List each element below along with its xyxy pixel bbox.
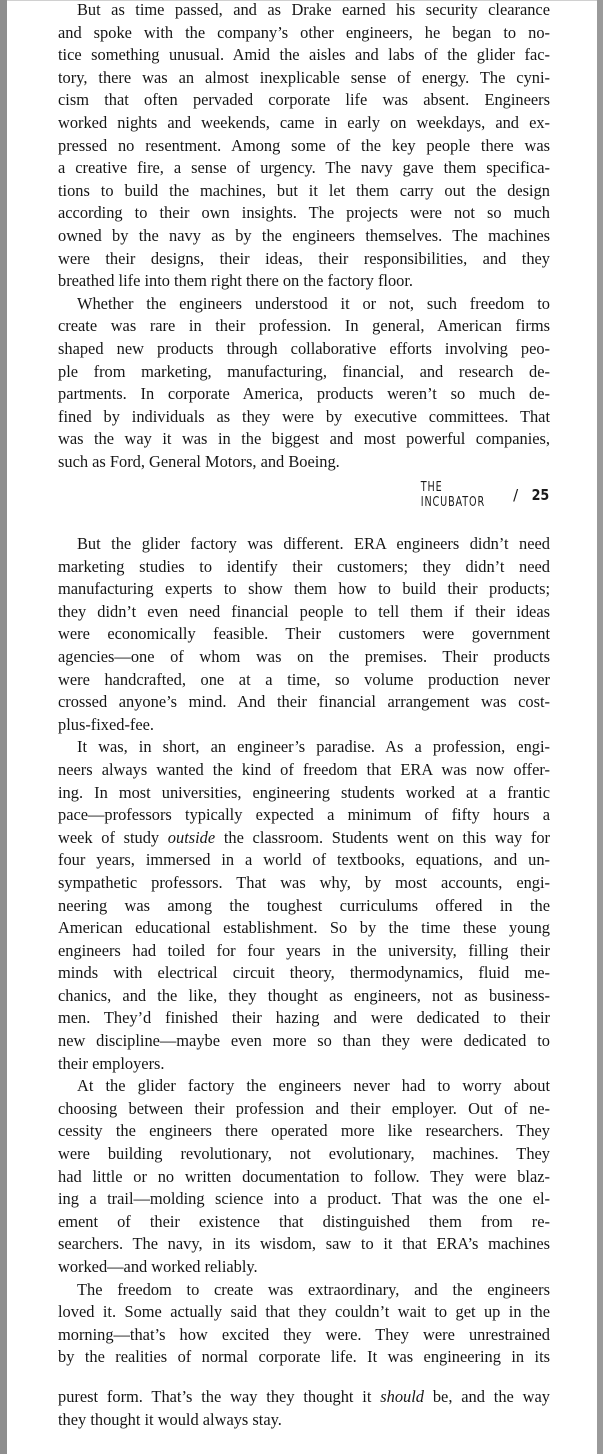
text-line: sympathetic professors. That was why, by most accounts, engi- [58, 872, 550, 892]
text-line: pace—professors typically expected a minimum of fifty hours a [58, 805, 550, 825]
paragraph [58, 736, 550, 1075]
text-line: create was rare in their profession. In general, American firms [58, 316, 550, 336]
text-line: four years, immersed in a world of textbooks, equations, and un- [58, 850, 550, 870]
text-line: breathed life into them right there on the factory floor. [58, 271, 414, 291]
text-line: fined by individuals as they were by executive committees. That [58, 406, 550, 426]
text-line: ing. In most universities, engineering students worked at a frantic [58, 782, 550, 802]
running-head-separator: / [513, 486, 519, 504]
text-line: It was, in short, an engineer’s paradise. As a profession, engi- [77, 737, 550, 757]
paragraph [58, 1075, 550, 1278]
text-line: by the realities of normal corporate life. It was engineering in its [58, 1347, 550, 1367]
text-line: loved it. Some actually said that they couldn’t wait to get up in the [58, 1302, 550, 1322]
text-line: cism that often pervaded corporate life was absent. Engineers [58, 90, 550, 110]
text-line: were their designs, their ideas, their responsibilities, and they [58, 248, 550, 268]
text-line: manufacturing experts to show them how to build their products; [58, 579, 550, 599]
text-line: according to their own insights. The projects were not so much [58, 203, 550, 223]
page-24-text [58, 0, 550, 473]
text-line: had little or no written documentation to follow. They were blaz- [58, 1166, 550, 1186]
text-line: ple from marketing, manufacturing, financial, and research de- [58, 361, 550, 381]
text-line: a creative fire, a sense of urgency. The navy gave them specifica- [58, 158, 550, 178]
text-line: their employers. [58, 1053, 165, 1073]
text-line: shaped new products through collaborative efforts involving peo- [58, 338, 550, 358]
text-line: was the way it was in the biggest and most powerful companies, [58, 429, 550, 449]
text-line: neering was among the toughest curriculums offered in the [58, 895, 550, 915]
text-line: tice something unusual. Amid the aisles and labs of the glider fac- [58, 45, 550, 65]
running-head [388, 480, 551, 510]
text-line: searchers. The navy, in its wisdom, saw to it that ERA’s machines [58, 1234, 550, 1254]
text-line: neers always wanted the kind of freedom that ERA was now offer- [58, 759, 550, 779]
text-line: were building revolutionary, not evolutionary, machines. They [58, 1144, 550, 1164]
text-line: new discipline—maybe even more so than they were dedicated to [58, 1031, 550, 1051]
text-line: such as Ford, General Motors, and Boeing. [58, 451, 340, 471]
text-line: and spoke with the company’s other engineers, he began to no- [58, 22, 550, 42]
page-25-text [58, 533, 550, 1369]
text-line: American educational establishment. So by the time these young [58, 918, 550, 938]
text-line: owned by the navy as by the engineers themselves. The machines [58, 225, 550, 245]
text-line: ement of their existence that distinguished them from re- [58, 1211, 550, 1231]
page-number: 25 [531, 486, 550, 504]
emphasis: should [380, 1387, 424, 1406]
text-line: worked—and worked reliably. [58, 1257, 258, 1276]
text-line: they didn’t even need financial people to tell them if their ideas [58, 601, 550, 621]
text-line: were economically feasible. Their customers were government [58, 624, 550, 644]
paragraph [58, 533, 550, 736]
text-line: But the glider factory was different. ERA engineers didn’t need [77, 534, 550, 553]
text-line: they thought it would always stay. [58, 1409, 282, 1429]
emphasis: outside [167, 827, 216, 847]
page-continuation-text [58, 1386, 550, 1431]
text-line: engineers had toiled for four years in the university, filling their [58, 940, 550, 960]
paragraph [58, 293, 550, 474]
left-page-edge [0, 0, 7, 1454]
running-head-title: THE INCUBATOR [420, 480, 486, 510]
text-line: men. They’d finished their hazing and were dedicated to their [58, 1008, 550, 1028]
text-line: tory, there was an almost inexplicable sense of energy. The cyni- [58, 67, 550, 87]
text-line: worked nights and weekends, came in early on weekdays, and ex- [58, 112, 550, 132]
text-line: pressed no resentment. Among some of the key people there was [58, 135, 550, 155]
text-line: morning—that’s how excited they were. They were unrestrained [58, 1324, 550, 1344]
text-line: chanics, and the like, they thought as engineers, not as business- [58, 985, 550, 1005]
right-page-edge [597, 0, 603, 1454]
text-line: purest form. That’s the way they thought it should be, and the way [58, 1387, 550, 1406]
text-line: ing a trail—molding science into a product. That was the one el- [58, 1189, 550, 1209]
text-line: marketing studies to identify their customers; they didn’t need [58, 556, 550, 576]
paragraph [58, 1279, 550, 1369]
text-line: Whether the engineers understood it or not, such freedom to [77, 293, 550, 313]
text-line: were handcrafted, one at a time, so volume production never [58, 669, 550, 689]
text-line: But as time passed, and as Drake earned his security clearance [77, 0, 550, 19]
text-line: partments. In corporate America, products weren’t so much de- [58, 384, 550, 404]
text-line: week of study outside the classroom. Students went on this way for [58, 827, 550, 847]
text-line: minds with electrical circuit theory, thermodynamics, fluid me- [58, 963, 550, 983]
text-line: agencies—one of whom was on the premises. Their products [58, 646, 550, 666]
text-line: plus-fixed-fee. [58, 714, 155, 734]
text-line: At the glider factory the engineers never had to worry about [77, 1076, 550, 1096]
text-line: cessity the engineers there operated more like researchers. They [58, 1121, 550, 1141]
text-line: tions to build the machines, but it let them carry out the design [58, 180, 550, 200]
text-line: choosing between their profession and their employer. Out of ne- [58, 1098, 550, 1118]
text-line: The freedom to create was extraordinary, and the engineers [77, 1279, 550, 1299]
paragraph [58, 0, 550, 293]
text-line: crossed anyone’s mind. And their financial arrangement was cost- [58, 692, 550, 712]
